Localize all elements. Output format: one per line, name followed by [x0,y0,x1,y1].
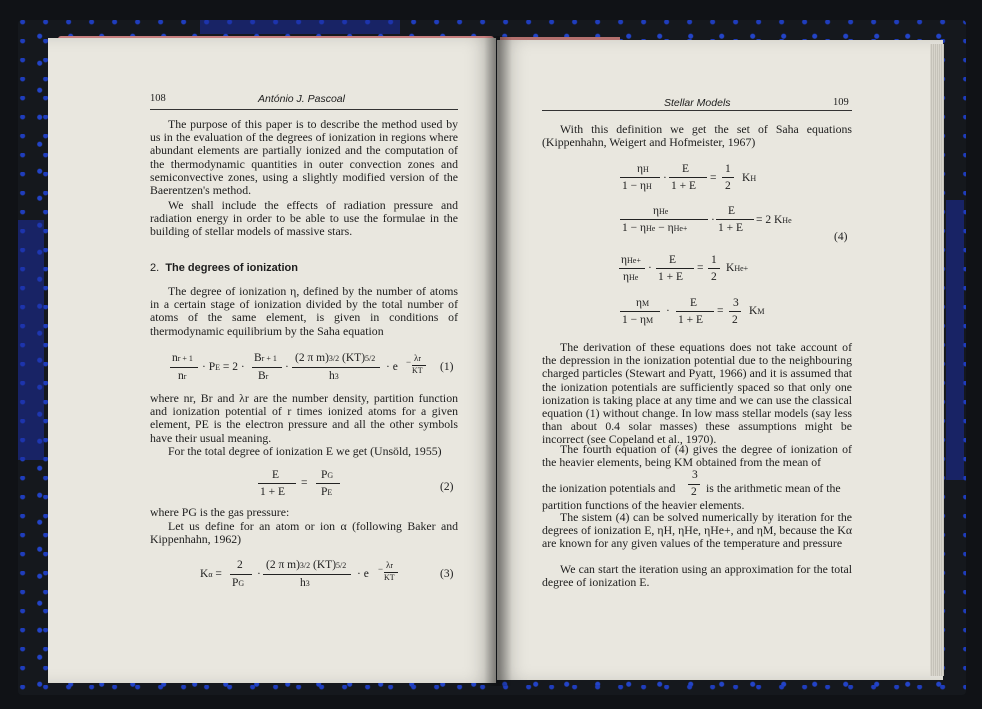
paragraph-arithmetic-mean: is the arithmetic mean of the [706,481,841,495]
header-rule-left [150,109,458,110]
book-gutter [484,36,512,686]
page-stack [930,44,944,676]
page-number-left: 108 [150,93,166,104]
cover-pattern-top [200,20,400,34]
paragraph-iteration-system: The sistem (4) can be solved numerically by iteration for the degrees of ionization E, ηH, ηHe, ηHe+, and ηM, because the Kα are known for any given values of the temperature and pressure [542,510,852,551]
paragraph-saha-set: With this definition we get the set of Saha equations (Kippenhahn, Weigert and Hofmeister, 1967) [542,122,852,150]
intro-paragraph: The purpose of this paper is to describe the method used by us in the evaluation of the degrees of ionization in regions where abundant elements are partially ionized and the computation of the thermodynamic quantities in outer convection zones and semiconvective zones, using a slightly modified version of the Baerentzen's method. [150,117,458,198]
section-heading [150,262,298,274]
paragraph-define-k: Let us define for an atom or ion α (following Baker and Kippenhahn, 1962) [150,519,458,547]
cover-pattern-left [18,220,44,460]
equation-2-label: (2) [440,481,454,493]
header-rule-right [542,110,852,111]
section-title: The degrees of ionization [165,262,298,274]
paragraph-degree-definition: The degree of ionization η, defined by the number of atoms in a certain stage of ionization divided by the total number of atoms of the same element, is given in conditions of thermodynamic equilibrium by the Saha equation [150,284,458,338]
paragraph-fourth-eq-continued: the ionization potentials and [542,481,676,495]
paragraph-symbols: where nr, Br and λr are the number density, partition function and ionization potential of r times ionized atoms for a given element, PE is the electron pressure and all the other symbols have their usual meaning. [150,391,458,445]
running-head-right: Stellar Models [664,97,731,109]
page-number-right: 109 [833,97,849,108]
equation-1-label: (1) [440,361,454,373]
paragraph-fourth-equation: The fourth equation of (4) gives the degree of ionization of the heavier elements, being KM obtained from the mean of [542,442,852,470]
intro-paragraph-2: We shall include the effects of radiation pressure and radiation energy in order to be able to use the formulae in the building of stellar models of massive stars. [150,198,458,239]
running-head-left: António J. Pascoal [258,93,345,105]
paragraph-derivation: The derivation of these equations does not take account of the depression in the ionization potential due to the neighbouring charged particles (Stewart and Pyatt, 1966) and it is assumed that the ionization potentials are sufficiently spaced so that only one ionization is taking place at any time and we can use the classical equation (1) without change. In low mass stellar models (say less than about 0.4 solar masses) these assumptions might be incorrect (see Copeland et al., 1970). [542,340,852,447]
cover-pattern-right [946,200,964,480]
equation-3-label: (3) [440,568,454,580]
paragraph-total-degree: For the total degree of ionization E we get (Unsöld, 1955) [168,444,442,458]
paragraph-start-iteration: We can start the iteration using an approximation for the total degree of ionization E. [542,562,852,590]
paragraph-gas-pressure: where PG is the gas pressure: [150,505,290,519]
section-number: 2. [150,262,160,274]
paragraph-partition-functions: partition functions of the heavier elements. [542,498,745,512]
equation-4-label: (4) [834,231,848,243]
